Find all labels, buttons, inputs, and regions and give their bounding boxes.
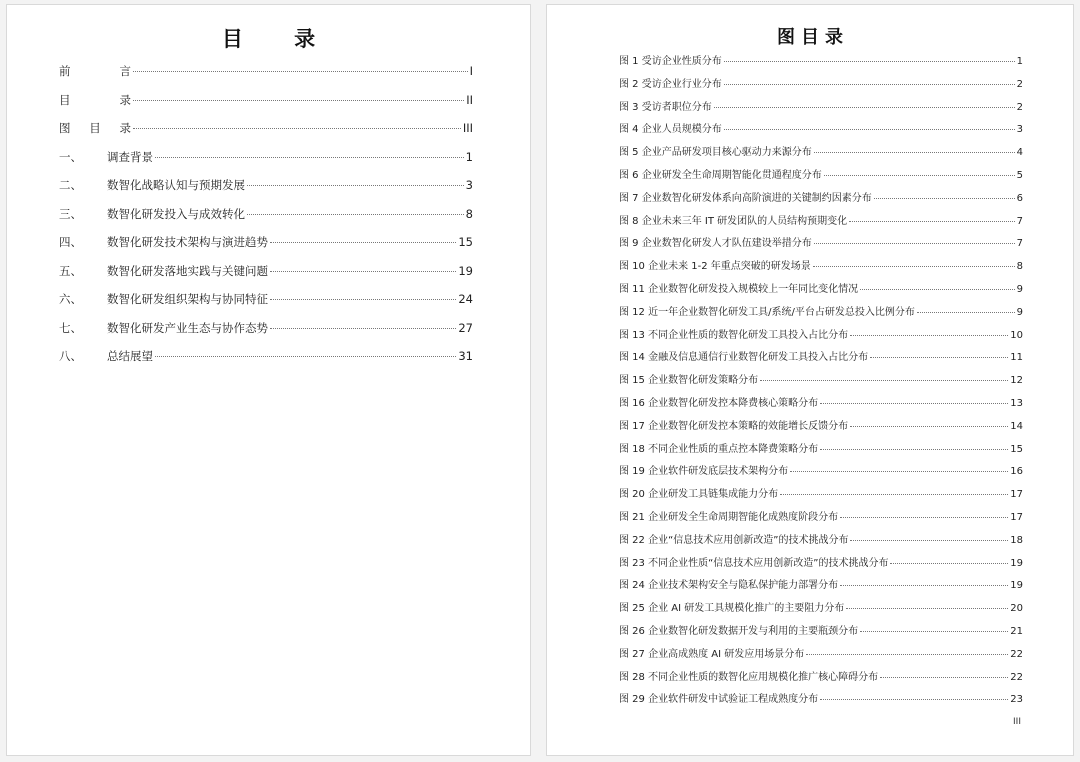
leader-dots <box>840 517 1008 518</box>
figure-entry[interactable] <box>619 75 1023 98</box>
leader-dots <box>133 71 468 72</box>
figure-entry-page: 3 <box>1016 124 1023 136</box>
figure-entry-page: 2 <box>1016 101 1023 113</box>
figure-entry-page: 15 <box>1010 443 1023 455</box>
figure-entry-page: 19 <box>1010 580 1023 592</box>
figure-entry[interactable] <box>619 52 1023 75</box>
figure-entry-page: 11 <box>1010 352 1023 364</box>
figure-entry-page: 14 <box>1010 420 1023 432</box>
figure-entry[interactable] <box>619 440 1023 463</box>
figure-entry-label: 图 20 企业研发工具链集成能力分布 <box>619 489 779 501</box>
figure-entry[interactable] <box>619 645 1023 668</box>
toc-entry-number: 五、 <box>59 263 82 278</box>
figure-entry[interactable] <box>619 143 1023 166</box>
leader-dots <box>860 631 1008 632</box>
figure-entry-label: 图 8 企业未来三年 IT 研发团队的人员结构预期变化 <box>619 215 848 227</box>
leader-dots <box>780 494 1008 495</box>
leader-dots <box>133 100 464 101</box>
toc-entry-char: 录 <box>119 92 131 107</box>
figure-entry[interactable] <box>619 234 1023 257</box>
leader-dots <box>846 608 1008 609</box>
figure-entry[interactable] <box>619 189 1023 212</box>
toc-entry[interactable] <box>59 63 473 92</box>
figure-entry[interactable] <box>619 212 1023 235</box>
figure-entry-label: 图 17 企业数智化研发控本策略的效能增长反馈分布 <box>619 420 849 432</box>
figure-entry-page: 7 <box>1016 238 1023 250</box>
leader-dots <box>724 129 1015 130</box>
figure-entry-label: 图 27 企业高成熟度 AI 研发应用场景分布 <box>619 648 805 660</box>
figure-entry-page: 2 <box>1016 78 1023 90</box>
toc-entry-char: 言 <box>119 64 131 78</box>
figure-entry-page: 22 <box>1010 671 1023 683</box>
figure-entry-label: 图 11 企业数智化研发投入规模较上一年同比变化情况 <box>619 283 859 295</box>
leader-dots <box>133 128 461 129</box>
toc-entry-label <box>59 92 131 108</box>
figure-entry-label: 图 10 企业未来 1-2 年重点突破的研发场景 <box>619 261 811 273</box>
toc-entry-page: 31 <box>458 349 473 363</box>
figure-entry-page: 8 <box>1016 261 1023 273</box>
figure-entry[interactable] <box>619 394 1023 417</box>
leader-dots <box>714 107 1015 108</box>
figure-entry-label: 图 28 不同企业性质的数智化应用规模化推广核心障碍分布 <box>619 671 879 683</box>
toc-entry-label: 数智化研发落地实践与关键问题 <box>107 263 268 278</box>
figure-entry[interactable] <box>619 303 1023 326</box>
leader-dots <box>155 157 464 158</box>
toc-entry-page: 19 <box>458 263 473 278</box>
figure-entry-page: 22 <box>1010 648 1023 660</box>
figure-entry-page: 10 <box>1010 329 1023 341</box>
leader-dots <box>247 185 464 186</box>
figure-entry-page: 19 <box>1010 557 1023 569</box>
toc-entry-char: 前 <box>59 64 71 78</box>
figure-list <box>619 52 1023 713</box>
toc-entry-page: 24 <box>458 292 473 306</box>
leader-dots <box>917 312 1015 313</box>
toc-entry[interactable] <box>59 263 473 292</box>
toc-entry[interactable] <box>59 92 473 121</box>
leader-dots <box>270 328 456 329</box>
figure-entry-label: 图 2 受访企业行业分布 <box>619 78 722 90</box>
figure-entry-label: 图 23 不同企业性质“信息技术应用创新改造”的技术挑战分布 <box>619 557 889 569</box>
toc-entry-label: 调查背景 <box>107 149 153 164</box>
leader-dots <box>870 357 1008 358</box>
leader-dots <box>270 299 456 300</box>
figure-entry-label: 图 15 企业数智化研发策略分布 <box>619 375 759 387</box>
leader-dots <box>840 585 1008 586</box>
toc-entry[interactable] <box>59 320 473 349</box>
figure-entry-label: 图 13 不同企业性质的数智化研发工具投入占比分布 <box>619 329 849 341</box>
toc-entry-page: 1 <box>465 149 473 164</box>
figure-entry[interactable] <box>619 508 1023 531</box>
leader-dots <box>247 214 464 215</box>
toc-entry-label <box>59 120 131 136</box>
figure-entry[interactable] <box>619 348 1023 371</box>
figure-entry[interactable] <box>619 599 1023 622</box>
figure-entry[interactable] <box>619 485 1023 508</box>
figure-entry[interactable] <box>619 120 1023 143</box>
figure-entry-label: 图 7 企业数智化研发体系向高阶演进的关键制约因素分布 <box>619 192 872 204</box>
figure-entry[interactable] <box>619 280 1023 303</box>
leader-dots <box>850 540 1008 541</box>
toc-entry-number: 三、 <box>59 206 82 221</box>
figure-entry-page: 5 <box>1016 169 1023 181</box>
figure-entry-page: 6 <box>1016 192 1023 204</box>
toc-entry-page: I <box>469 64 473 78</box>
toc-entry[interactable] <box>59 234 473 263</box>
figure-entry-label: 图 12 近一年企业数智化研发工具/系统/平台占研发总投入比例分布 <box>619 306 915 318</box>
leader-dots <box>760 380 1008 381</box>
figure-entry-page: 18 <box>1010 534 1023 546</box>
figure-entry-page: 21 <box>1010 625 1023 637</box>
figure-entry-label: 图 18 不同企业性质的重点控本降费策略分布 <box>619 443 819 455</box>
leader-dots <box>806 654 1008 655</box>
figure-entry-label: 图 5 企业产品研发项目核心驱动力来源分布 <box>619 147 812 159</box>
figure-entry-label: 图 4 企业人员规模分布 <box>619 124 722 136</box>
toc-entry[interactable] <box>59 120 473 149</box>
toc-entry-page: III <box>462 121 473 135</box>
figure-entry[interactable] <box>619 417 1023 440</box>
toc-entry-number: 七、 <box>59 320 82 335</box>
figure-entry[interactable] <box>619 576 1023 599</box>
toc-entry-label: 数智化研发产业生态与协作态势 <box>107 320 268 335</box>
toc-entry[interactable] <box>59 348 473 377</box>
toc-entry[interactable] <box>59 291 473 320</box>
leader-dots <box>814 152 1015 153</box>
figure-entry-label: 图 9 企业数智化研发人才队伍建设举措分布 <box>619 238 812 250</box>
toc-entry-label <box>59 63 131 79</box>
figure-entry-page: 17 <box>1010 489 1023 501</box>
leader-dots <box>850 335 1008 336</box>
toc-entry-char: 目 <box>89 121 101 135</box>
figure-entry-label: 图 26 企业数智化研发数据开发与利用的主要瓶颈分布 <box>619 625 859 637</box>
figure-entry-page: 1 <box>1016 56 1023 67</box>
toc-entry-page: 15 <box>458 235 473 249</box>
toc-entry-page: 8 <box>465 206 473 221</box>
toc-entry-number: 一、 <box>59 149 82 164</box>
toc-title: 目 录 <box>221 27 338 51</box>
leader-dots <box>824 175 1015 176</box>
figure-entry[interactable] <box>619 326 1023 349</box>
toc-list <box>59 63 473 377</box>
toc-entry-number: 八、 <box>59 349 82 363</box>
toc-entry-label: 数智化战略认知与预期发展 <box>107 178 245 192</box>
leader-dots <box>874 198 1015 199</box>
figure-entry-label: 图 22 企业“信息技术应用创新改造”的技术挑战分布 <box>619 534 849 546</box>
leader-dots <box>850 426 1008 427</box>
figure-entry[interactable] <box>619 257 1023 280</box>
figure-entry-page: 23 <box>1010 694 1023 706</box>
toc-entry-char: 目 <box>59 92 71 107</box>
toc-entry-number: 四、 <box>59 235 82 249</box>
leader-dots <box>880 677 1008 678</box>
figure-entry[interactable] <box>619 462 1023 485</box>
leader-dots <box>849 221 1014 222</box>
leader-dots <box>724 61 1015 62</box>
leader-dots <box>270 271 456 272</box>
toc-entry-page: 3 <box>465 178 473 192</box>
figure-entry-page: 16 <box>1010 466 1023 478</box>
toc-entry-page: II <box>466 92 473 107</box>
figure-entry[interactable] <box>619 531 1023 554</box>
figure-entry-label: 图 29 企业软件研发中试验证工程成熟度分布 <box>619 694 819 706</box>
leader-dots <box>860 289 1015 290</box>
figure-entry-label: 图 14 金融及信息通信行业数智化研发工具投入占比分布 <box>619 352 869 364</box>
toc-entry-char: 录 <box>119 121 131 135</box>
page-number: III <box>1013 717 1021 727</box>
leader-dots <box>820 403 1008 404</box>
toc-entry-label: 数智化研发技术架构与演进趋势 <box>107 235 268 249</box>
figure-entry-page: 4 <box>1016 147 1023 159</box>
toc-page <box>6 4 531 756</box>
toc-entry-number: 二、 <box>59 178 82 192</box>
leader-dots <box>724 84 1015 85</box>
figure-entry-page: 20 <box>1010 603 1023 615</box>
figure-entry[interactable] <box>619 622 1023 645</box>
toc-entry-label: 数智化研发组织架构与协同特征 <box>107 292 268 306</box>
toc-entry[interactable] <box>59 206 473 235</box>
figure-entry-label: 图 3 受访者职位分布 <box>619 101 712 113</box>
figure-entry[interactable] <box>619 98 1023 121</box>
leader-dots <box>813 266 1015 267</box>
toc-entry-label: 数智化研发投入与成效转化 <box>107 206 245 221</box>
figure-entry[interactable] <box>619 554 1023 577</box>
figure-entry[interactable] <box>619 668 1023 691</box>
leader-dots <box>270 242 456 243</box>
figure-entry[interactable] <box>619 371 1023 394</box>
figure-entry-page: 9 <box>1016 283 1023 295</box>
figure-entry-label: 图 1 受访企业性质分布 <box>619 56 722 67</box>
leader-dots <box>820 699 1008 700</box>
toc-entry-char: 图 <box>59 121 71 135</box>
leader-dots <box>155 356 456 357</box>
toc-entry[interactable] <box>59 149 473 178</box>
toc-entry-number: 六、 <box>59 292 82 306</box>
toc-entry-label: 总结展望 <box>107 349 153 363</box>
figure-entry-page: 17 <box>1010 511 1023 523</box>
leader-dots <box>890 563 1008 564</box>
figure-entry-page: 9 <box>1016 306 1023 318</box>
figure-entry[interactable] <box>619 690 1023 713</box>
figure-list-title: 图目录 <box>777 27 849 48</box>
figure-entry-label: 图 6 企业研发全生命周期智能化贯通程度分布 <box>619 169 822 181</box>
figure-entry-label: 图 25 企业 AI 研发工具规模化推广的主要阻力分布 <box>619 603 845 615</box>
figure-list-page <box>546 4 1074 756</box>
figure-entry-page: 13 <box>1010 397 1023 409</box>
figure-entry-page: 7 <box>1016 215 1023 227</box>
toc-entry-page: 27 <box>458 320 473 335</box>
leader-dots <box>814 243 1015 244</box>
figure-entry[interactable] <box>619 166 1023 189</box>
figure-entry-label: 图 24 企业技术架构安全与隐私保护能力部署分布 <box>619 580 839 592</box>
toc-entry[interactable] <box>59 177 473 206</box>
figure-entry-label: 图 16 企业数智化研发控本降费核心策略分布 <box>619 397 819 409</box>
leader-dots <box>820 449 1008 450</box>
figure-entry-page: 12 <box>1010 375 1023 387</box>
leader-dots <box>790 471 1008 472</box>
figure-entry-label: 图 19 企业软件研发底层技术架构分布 <box>619 466 789 478</box>
figure-entry-label: 图 21 企业研发全生命周期智能化成熟度阶段分布 <box>619 511 839 523</box>
